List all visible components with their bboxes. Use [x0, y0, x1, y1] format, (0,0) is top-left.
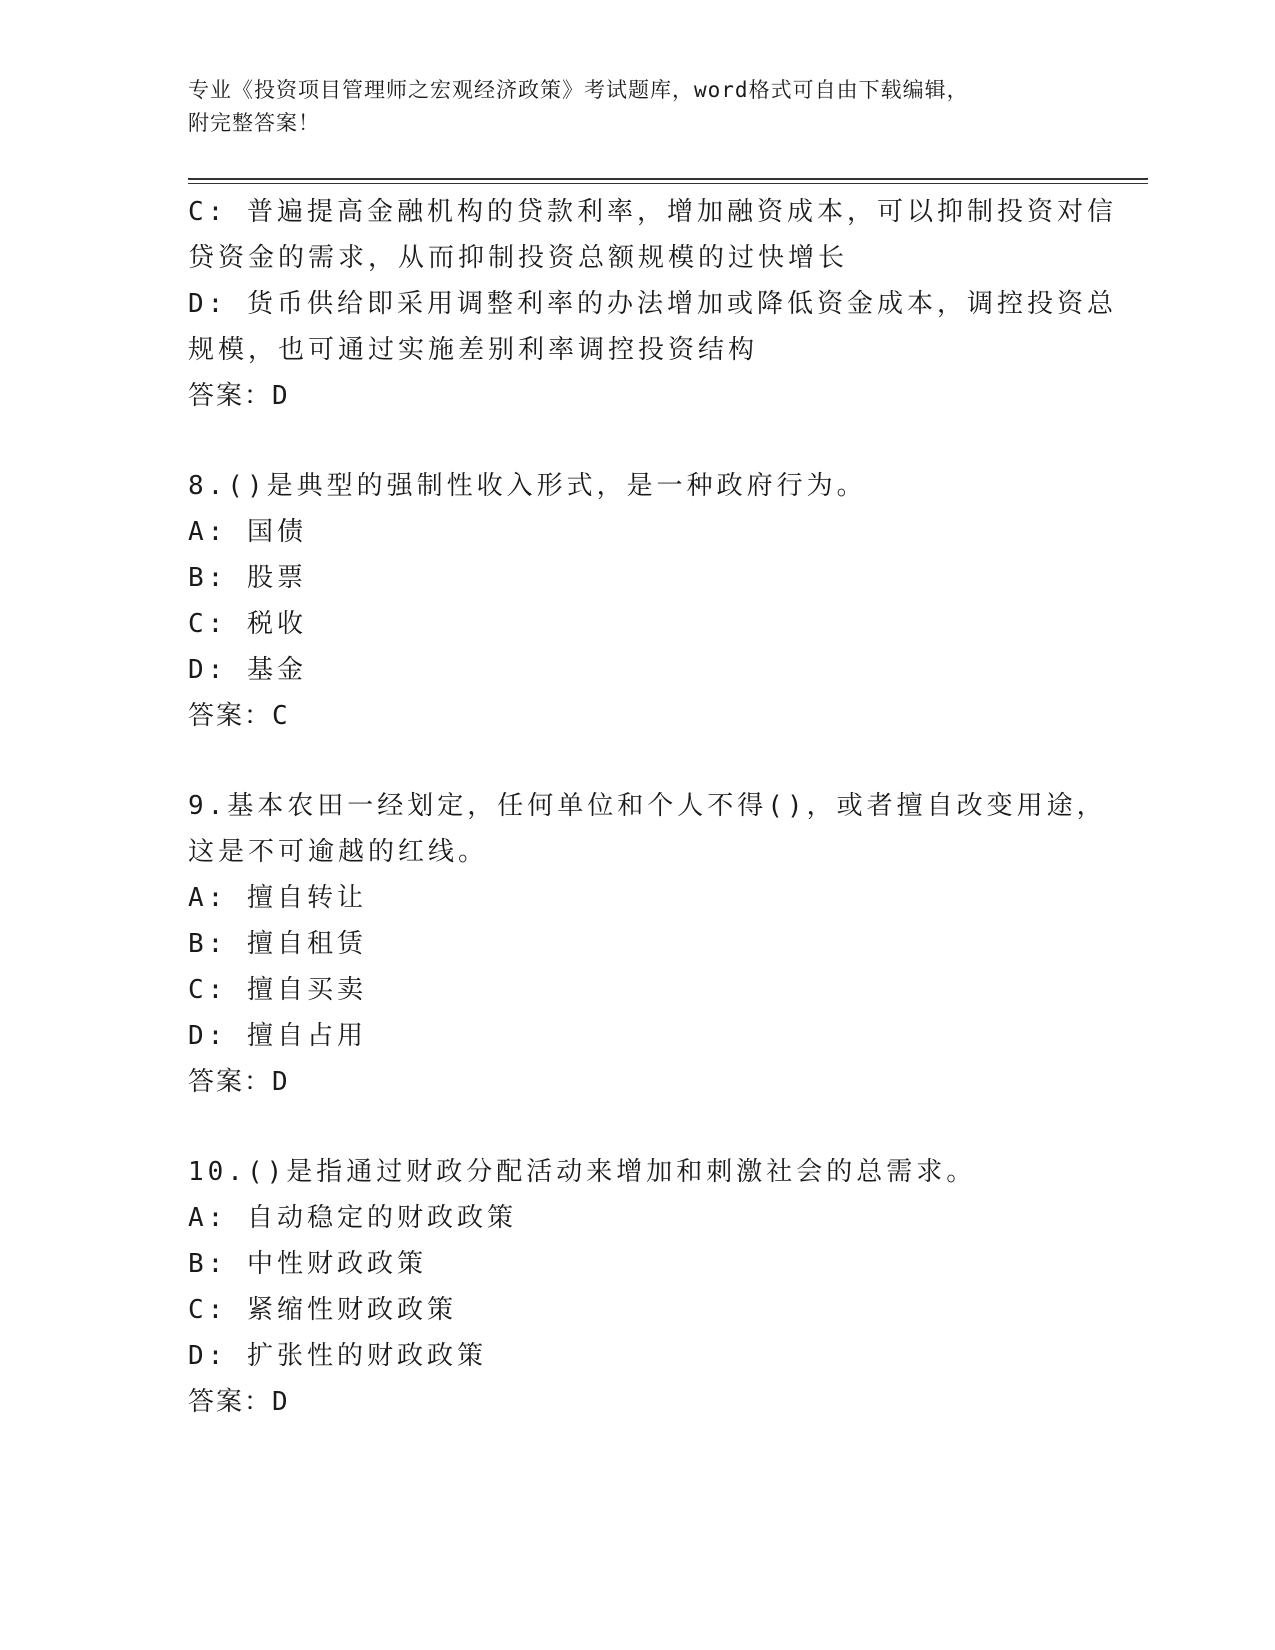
option-text: D: 货币供给即采用调整利率的办法增加或降低资金成本，调控投资总: [188, 289, 1117, 319]
header-line: 附完整答案！: [188, 111, 320, 135]
question-list: [188, 189, 1117, 1425]
answer-text: 答案：D: [188, 1067, 290, 1097]
option-text: A: 国债: [188, 517, 307, 547]
option-text: D: 扩张性的财政政策: [188, 1341, 487, 1371]
option-text: D: 擅自占用: [188, 1021, 367, 1051]
header-divider: [188, 183, 1148, 184]
option-text: B: 擅自租赁: [188, 929, 367, 959]
answer-text: 答案：D: [188, 1387, 290, 1417]
option-text: D: 基金: [188, 655, 307, 685]
option-text: 规模，也可通过实施差别利率调控投资结构: [188, 335, 759, 365]
option-text: C: 紧缩性财政政策: [188, 1295, 457, 1325]
question-block: [188, 1149, 1088, 1425]
option-text: A: 自动稳定的财政政策: [188, 1203, 517, 1233]
question-block: [188, 189, 1117, 419]
question-stem: 这是不可逾越的红线。: [188, 837, 489, 867]
question-stem: 8.()是典型的强制性收入形式，是一种政府行为。: [188, 471, 867, 501]
answer-text: 答案：C: [188, 701, 290, 731]
question-block: [188, 783, 1107, 1105]
option-text: B: 股票: [188, 563, 307, 593]
option-text: C: 擅自买卖: [188, 975, 367, 1005]
document-header: [188, 74, 1088, 140]
header-line: 专业《投资项目管理师之宏观经济政策》考试题库，word格式可自由下载编辑，: [188, 78, 969, 102]
question-stem: 10.()是指通过财政分配活动来增加和刺激社会的总需求。: [188, 1157, 977, 1187]
answer-text: 答案：D: [188, 381, 290, 411]
question-stem: 9.基本农田一经划定，任何单位和个人不得()，或者擅自改变用途，: [188, 791, 1107, 821]
option-text: C: 税收: [188, 609, 307, 639]
question-block: [188, 463, 1088, 739]
option-text: 贷资金的需求，从而抑制投资总额规模的过快增长: [188, 243, 849, 273]
option-text: C: 普遍提高金融机构的贷款利率，增加融资成本，可以抑制投资对信: [188, 197, 1117, 227]
header-divider: [188, 178, 1148, 180]
option-text: A: 擅自转让: [188, 883, 367, 913]
option-text: B: 中性财政政策: [188, 1249, 427, 1279]
